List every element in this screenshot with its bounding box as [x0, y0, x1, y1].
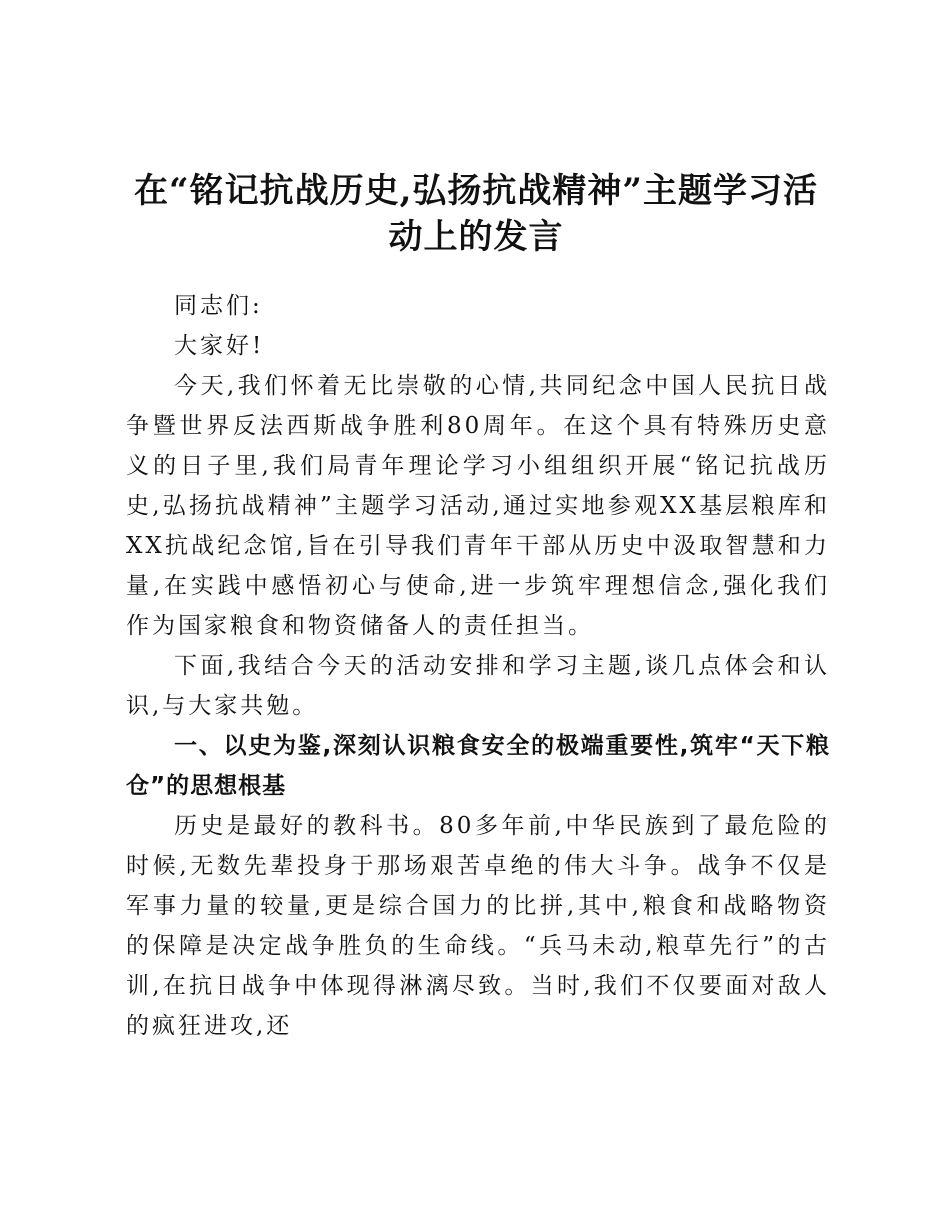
- intro-paragraph: 今天,我们怀着无比崇敬的心情,共同纪念中国人民抗日战争暨世界反法西斯战争胜利80周年。在这个具有特殊历史意义的日子里,我们局青年理论学习小组组织开展“铭记抗战历史,弘扬抗战精神”主题学习活动,通过实地参观XX基层粮库和XX抗战纪念馆,旨在引导我们青年干部从历史中汲取智慧和力量,在实践中感悟初心与使命,进一步筑牢理想信念,强化我们作为国家粮食和物资储备人的责任担当。: [126, 373, 830, 639]
- transition-paragraph: 下面,我结合今天的活动安排和学习主题,谈几点体会和认识,与大家共勉。: [126, 653, 830, 719]
- greeting: 同志们:: [174, 293, 263, 319]
- section-1-paragraph: 历史是最好的教科书。80多年前,中华民族到了最危险的时候,无数先辈投身于那场艰苦卓绝的伟大斗争。战争不仅是军事力量的较量,更是综合国力的比拼,其中,粮食和战略物资的保障是决定战争胜负的生命线。“兵马未动,粮草先行”的古训,在抗日战争中体现得淋漓尽致。当时,我们不仅要面对敌人的疯狂进攻,还: [126, 813, 830, 1039]
- section-heading-1: 一、以史为鉴,深刻认识粮食安全的极端重要性,筑牢“天下粮仓”的思想根基: [126, 733, 830, 799]
- document-title: 在“铭记抗战历史,弘扬抗战精神”主题学习活动上的发言: [134, 171, 818, 257]
- salutation: 大家好!: [174, 333, 265, 359]
- document-body: [126, 286, 830, 1046]
